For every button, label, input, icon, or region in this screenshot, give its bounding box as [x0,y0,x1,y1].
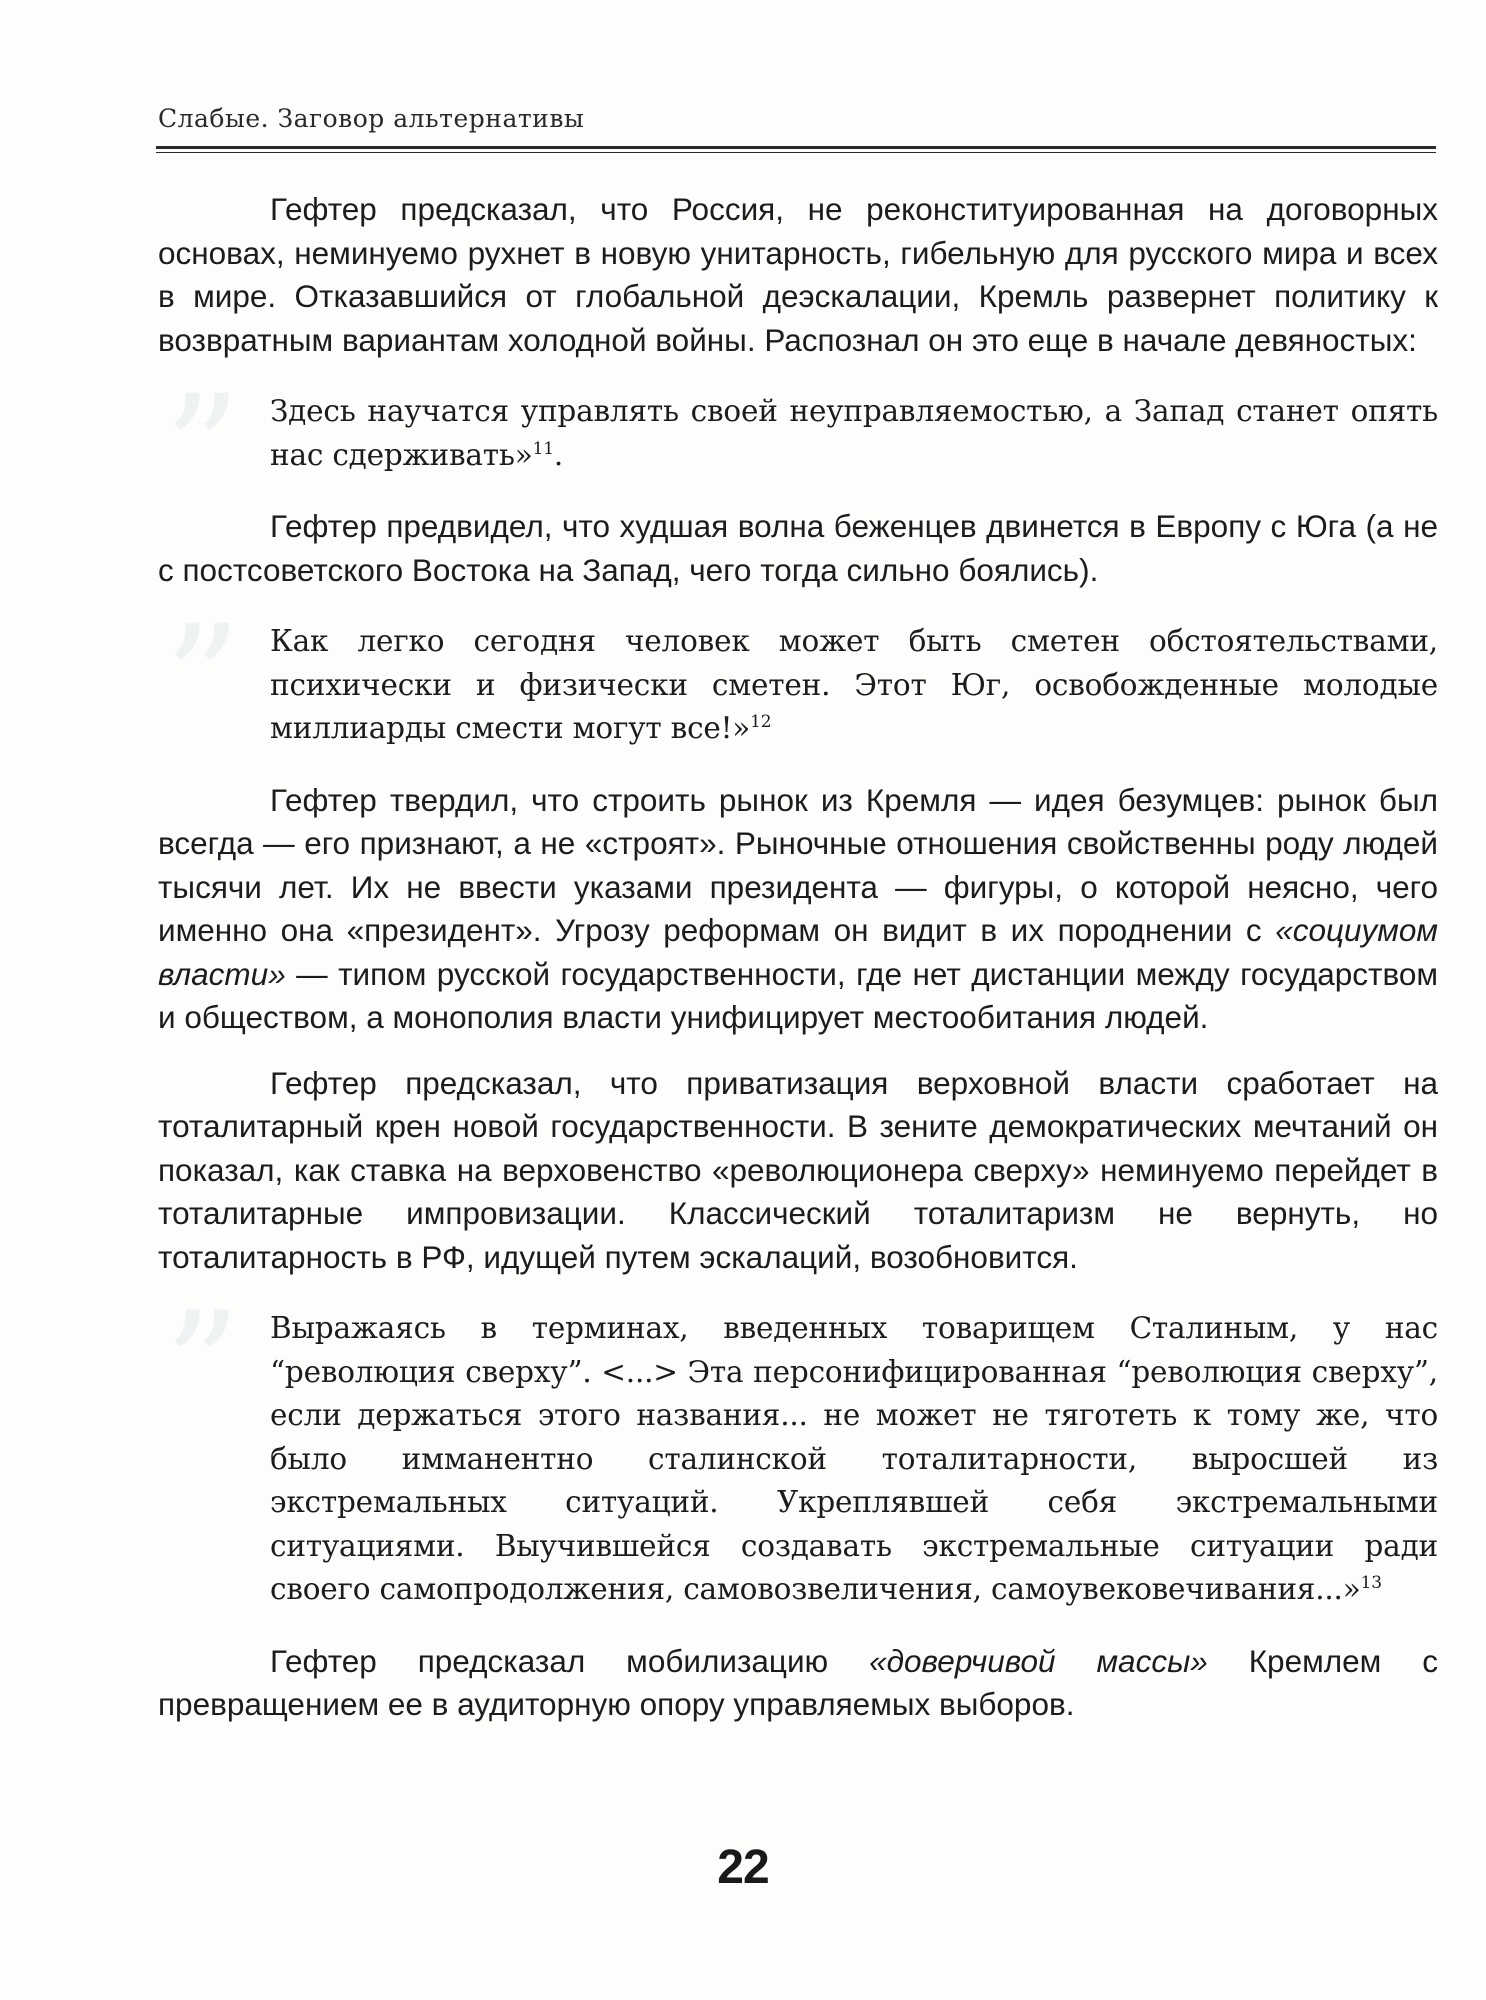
page-body [158,188,1438,1727]
paragraph [158,779,1438,1040]
paragraph [158,1640,1438,1727]
paragraph: Гефтер предсказал, что Россия, не реконституированная на договорных основах, неминуемо рухнет в новую унитарность, гибельную для русского мира и всех в мире. Отказавшийся от глобальной деэскалации, Кремль развернет политику к возвратным вариантам холодной войны. Распознал он это еще в начале девяностых: [158,191,1438,358]
emphasis-phrase: «социумом власти» [158,912,1438,992]
quote-text: Как легко сегодня человек может быть сметен обстоятельствами, психически и физически сметен. Этот Юг, освобожденные молодые миллиарды смести могут все!» [270,624,1438,745]
paragraph: Гефтер предсказал, что приватизация верховной власти сработает на тоталитарный крен новой государственности. В зените демократических мечтаний он показал, как ставка на верховенство «революционера сверху» неминуемо перейдет в тоталитарные импровизации. Классический тоталитаризм не вернуть, но тоталитарность в РФ, идущей путем эскалаций, возобновится. [158,1064,1438,1275]
footnote-ref: 11 [532,438,554,459]
footnote-ref: 13 [1360,1573,1382,1594]
page-number: 22 [717,1841,769,1894]
quote-mark-icon: ” [164,594,241,768]
paragraph-text: Гефтер предсказал мобилизацию [270,1642,870,1679]
running-head: Слабые. Заговор альтернативы [158,104,585,133]
header-rule [156,146,1436,149]
paragraph-text: Кремлем с превращением ее в аудиторную опору управляемых выборов. [158,1642,1438,1722]
block-quote [158,1281,1438,1612]
footnote-ref: 12 [750,712,772,733]
paragraph-text: Гефтер твердил, что строить рынок из Кремля — идея безумцев: рынок был всегда — его признают, а не «строят». Рыночные отношения свойственны роду людей тысячи лет. Их не ввести указами президента — фигуры, о которой неясно, чего именно она «президент». Угрозу реформам он видит в их породнении с [158,781,1438,948]
block-quote [158,364,1438,538]
quote-tail: . [553,437,564,472]
emphasis-phrase: «доверчивой массы» [869,1642,1208,1679]
paragraph-text: — типом русской государственности, где нет дистанции между государством и обществом, а монополия власти унифицирует местообитания людей. [158,955,1438,1035]
block-quote [158,594,1438,768]
quote-mark-icon: ” [164,1281,241,1455]
quote-text: Здесь научатся управлять своей неуправляемостью, а Запад станет опять нас сдерживать» [270,394,1438,472]
quote-mark-icon: ” [164,364,241,538]
paragraph: Гефтер предвидел, что худшая волна беженцев двинется в Европу с Юга (а не с постсоветского Востока на Запад, чего тогда сильно боялись). [158,508,1438,588]
quote-text: Выражаясь в терминах, введенных товарищем Сталиным, у нас “революция сверху”. <...> Эта персонифицированная “революция сверху”, если держаться этого названия... не может не тяготеть к тому же, что было имманентно сталинской тоталитарности, выросшей из экстремальных ситуаций. Укреплявшей себя экстремальными ситуациями. Выучившейся создавать экстремальные ситуации ради своего самопродолжения, самовозвеличения, самоувековечивания...» [270,1311,1438,1606]
